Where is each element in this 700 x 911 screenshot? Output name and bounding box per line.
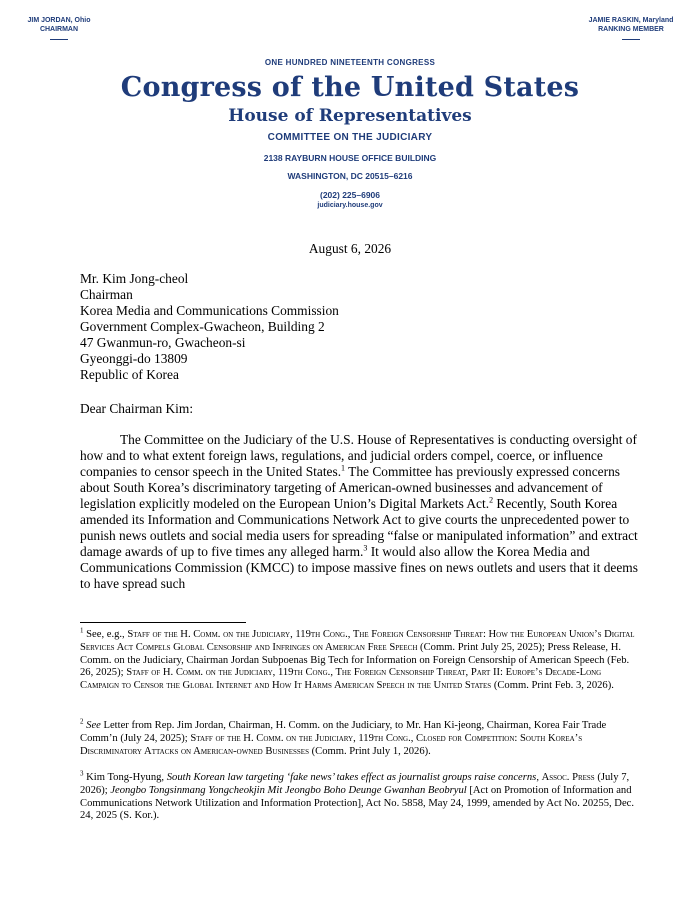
city-zip: WASHINGTON, DC 20515–6216 xyxy=(287,171,413,181)
footnote-text: (July 7, 2026); xyxy=(80,772,630,796)
sentence: Recently, South Korea amended its Information and Communications Network Act to give courts the unprecedented power to punish news outlets and social media users for spreading “false or manipulated information” and extract damage awards of up to five times any alleged harm. xyxy=(80,496,638,559)
footnote-ref: 1 xyxy=(341,463,346,473)
footnote-publisher: Assoc. Press xyxy=(541,772,595,783)
committee-name: COMMITTEE ON THE JUDICIARY xyxy=(267,132,433,143)
congress-title: Congress of the United States xyxy=(120,72,580,103)
chairman-name: JIM JORDAN, Ohio xyxy=(27,17,91,24)
sentence: It would also allow the Korea Media and Communications Commission (KMCC) to impose massive fines on news outlets and users that it deems to have spread such xyxy=(80,544,638,591)
addressee-block xyxy=(80,271,642,383)
office-address: 2138 RAYBURN HOUSE OFFICE BUILDING xyxy=(263,153,437,163)
footnote-text: , xyxy=(536,772,542,783)
letter-date: August 6, 2026 xyxy=(308,241,392,256)
ranking-member-title: RANKING MEMBER xyxy=(598,26,664,33)
footnote-text: Kim Tong-Hyung, xyxy=(83,772,167,783)
ranking-member-block xyxy=(576,16,686,40)
footnote xyxy=(80,769,642,823)
footnote-ref: 2 xyxy=(489,495,494,505)
footnote-ref: 3 xyxy=(363,543,368,553)
addressee-line: Chairman xyxy=(80,287,133,302)
phone-number: (202) 225–6906 xyxy=(319,190,381,200)
addressee-line: 47 Gwanmun-ro, Gwacheon-si xyxy=(80,335,246,350)
addressee-line: Republic of Korea xyxy=(80,367,179,382)
addressee-line: Korea Media and Communications Commission xyxy=(80,303,339,318)
footnote-article-title: South Korean law targeting ‘fake news’ takes effect as journalist groups raise concerns xyxy=(166,772,537,783)
body-paragraph xyxy=(80,432,642,592)
website: judiciary.house.gov xyxy=(317,202,383,209)
chairman-title: CHAIRMAN xyxy=(39,26,79,33)
footnote xyxy=(80,626,642,693)
house-title: House of Representatives xyxy=(228,106,472,126)
chairman-rule xyxy=(50,39,68,40)
footnote-number: 3 xyxy=(80,769,84,778)
ranking-member-rule xyxy=(622,39,640,40)
footnote xyxy=(80,717,642,758)
salutation: Dear Chairman Kim: xyxy=(80,401,194,416)
footnote-text: (Comm. Print Feb. 3, 2026). xyxy=(491,680,614,692)
footnote-text: (Comm. Print July 1, 2026). xyxy=(308,745,431,757)
addressee-line: Mr. Kim Jong-cheol xyxy=(80,271,189,286)
chairman-block xyxy=(18,16,100,40)
footnote-text: (Comm. Print July 25, 2025); Press Release, H. Comm. on the Judiciary, Chairman Jordan Subpoenas Big Tech for Information on Foreign Censorship of American Speech (Feb. 26, 2025); xyxy=(80,641,630,679)
addressee-line: Government Complex-Gwacheon, Building 2 xyxy=(80,319,325,334)
footnote-signal: See xyxy=(86,720,101,731)
footnote-citation: Staff of the H. Comm. on the Judiciary, 119th Cong., The Foreign Censorship Threat: How the European Union’s Digital Services Act Compels Global Censorship and Infringes on American Free Speech xyxy=(80,629,635,653)
footnote-statute-title: Jeongbo Tongsinmang Yongcheokjin Mit Jeongbo Boho Deunge Gwanhan Beobryul xyxy=(110,784,467,796)
footnote-text: Letter from Rep. Jim Jordan, Chairman, H. Comm. on the Judiciary, to Mr. Han Ki-jeong, Chairman, Korea Fair Trade Comm’n (July 24, 2025); xyxy=(80,720,607,744)
footnote-number: 2 xyxy=(80,717,84,726)
sentence: The Committee on the Judiciary of the U.S. House of Representatives is conducting oversight of how and to what extent foreign laws, regulations, and judicial orders compel, coerce, or influence companies to censor speech in the United States. xyxy=(80,432,637,479)
footnote-number: 1 xyxy=(80,626,84,635)
sentence: The Committee has previously expressed concerns about South Korea’s discriminatory targeting of American-owned businesses and advancement of legislation explicitly modeled on the European Union’s Digital Markets Act. xyxy=(80,464,620,511)
footnote-text: [Act on Promotion of Information and Communications Network Utilization and Information Protection], Act No. 5858, May 24, 1999, amended by Act No. 20255, Dec. 24, 2025 (S. Kor.). xyxy=(80,784,635,822)
footnote-citation: Staff of the H. Comm. on the Judiciary, 119th Cong., Closed for Competition: South Korea’s Discriminatory Attacks on American-owned Businesses xyxy=(80,732,583,757)
footnote-citation: Staff of H. Comm. on the Judiciary, 119th Cong., The Foreign Censorship Threat, Part II: Europe’s Decade-Long Campaign to Censor the Global Internet and How It Harms American Speech in the United States xyxy=(80,667,602,692)
congress-number: ONE HUNDRED NINETEENTH CONGRESS xyxy=(264,58,436,67)
footnote-separator xyxy=(80,622,246,623)
addressee-line: Gyeonggi-do 13809 xyxy=(80,351,188,366)
footnote-text: See, e.g., xyxy=(83,629,128,640)
ranking-member-name: JAMIE RASKIN, Maryland xyxy=(588,17,674,24)
